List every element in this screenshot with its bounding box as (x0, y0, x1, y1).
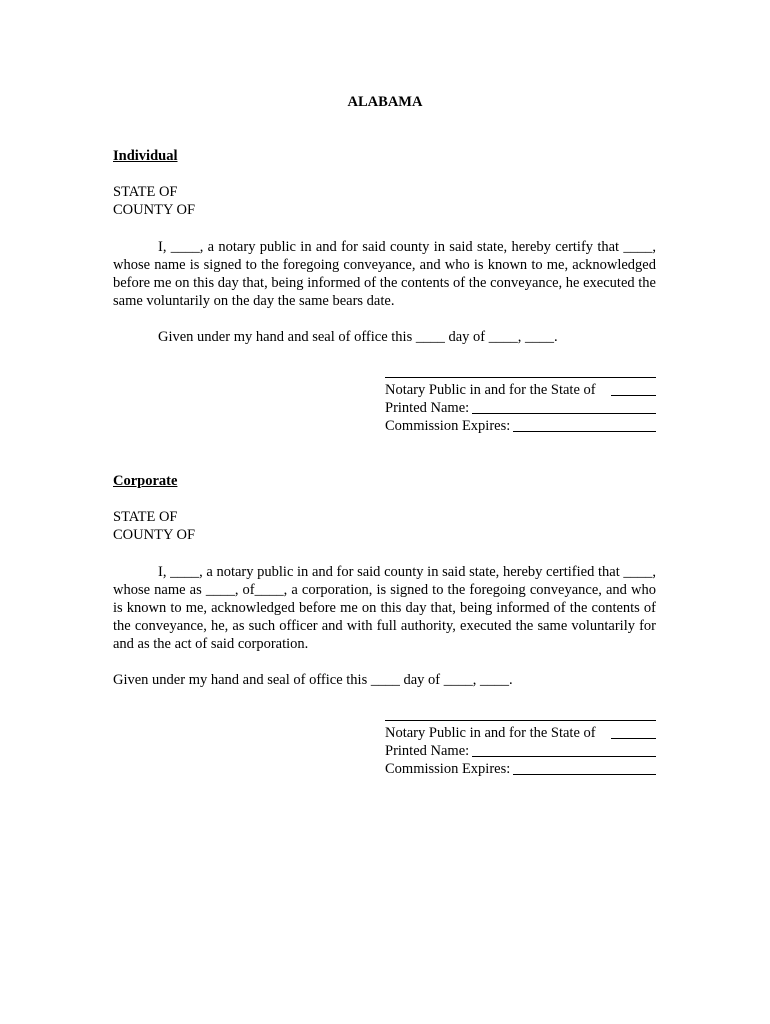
notary-state-blank (611, 724, 656, 739)
individual-body: I, ____, a notary public in and for said county in said state, hereby certify that ____, whose name is signed to the foregoing conveyance, and who is known to me, acknowledged before me on this day that, being informed of the contents of the conveyance, he executed the same voluntarily on the day the same bears date. (113, 239, 656, 309)
commission-expires-blank (513, 760, 656, 775)
commission-expires-label: Commission Expires: (385, 418, 511, 434)
corporate-heading: Corporate (113, 473, 178, 489)
notary-state-row (385, 381, 656, 399)
commission-row (385, 417, 656, 435)
individual-state-label: STATE OF (113, 184, 178, 200)
printed-name-blank (472, 742, 656, 757)
notary-state-label: Notary Public in and for the State of (385, 725, 596, 741)
individual-heading: Individual (113, 148, 178, 164)
printed-name-row (385, 742, 656, 760)
commission-expires-blank (513, 417, 656, 432)
signature-line (385, 377, 656, 378)
printed-name-row (385, 399, 656, 417)
printed-name-label: Printed Name: (385, 743, 470, 759)
corporate-signature-block (385, 720, 656, 778)
corporate-body: I, ____, a notary public in and for said county in said state, hereby certified that ____, whose name as ____, of____, a corporation, is signed to the foregoing conveyance, and who is known to me, acknowledged before me on this day that, being informed of the contents of the conveyance, he, as such officer and with full authority, executed the same voluntarily for and as the act of said corporation. (113, 564, 656, 652)
commission-row (385, 760, 656, 778)
notary-state-row (385, 724, 656, 742)
commission-expires-label: Commission Expires: (385, 761, 511, 777)
document-title: ALABAMA (347, 94, 423, 110)
printed-name-label: Printed Name: (385, 400, 470, 416)
corporate-state-label: STATE OF (113, 509, 178, 525)
notary-state-label: Notary Public in and for the State of (385, 382, 596, 398)
individual-county-label: COUNTY OF (113, 202, 196, 218)
individual-given-line: Given under my hand and seal of office this ____ day of ____, ____. (158, 329, 558, 345)
individual-certificate-text (113, 238, 656, 310)
individual-signature-block (385, 377, 656, 435)
printed-name-blank (472, 399, 656, 414)
corporate-certificate-text (113, 563, 656, 653)
corporate-county-label: COUNTY OF (113, 527, 196, 543)
corporate-given-line: Given under my hand and seal of office this ____ day of ____, ____. (113, 672, 513, 688)
signature-line (385, 720, 656, 721)
notary-state-blank (611, 381, 656, 396)
